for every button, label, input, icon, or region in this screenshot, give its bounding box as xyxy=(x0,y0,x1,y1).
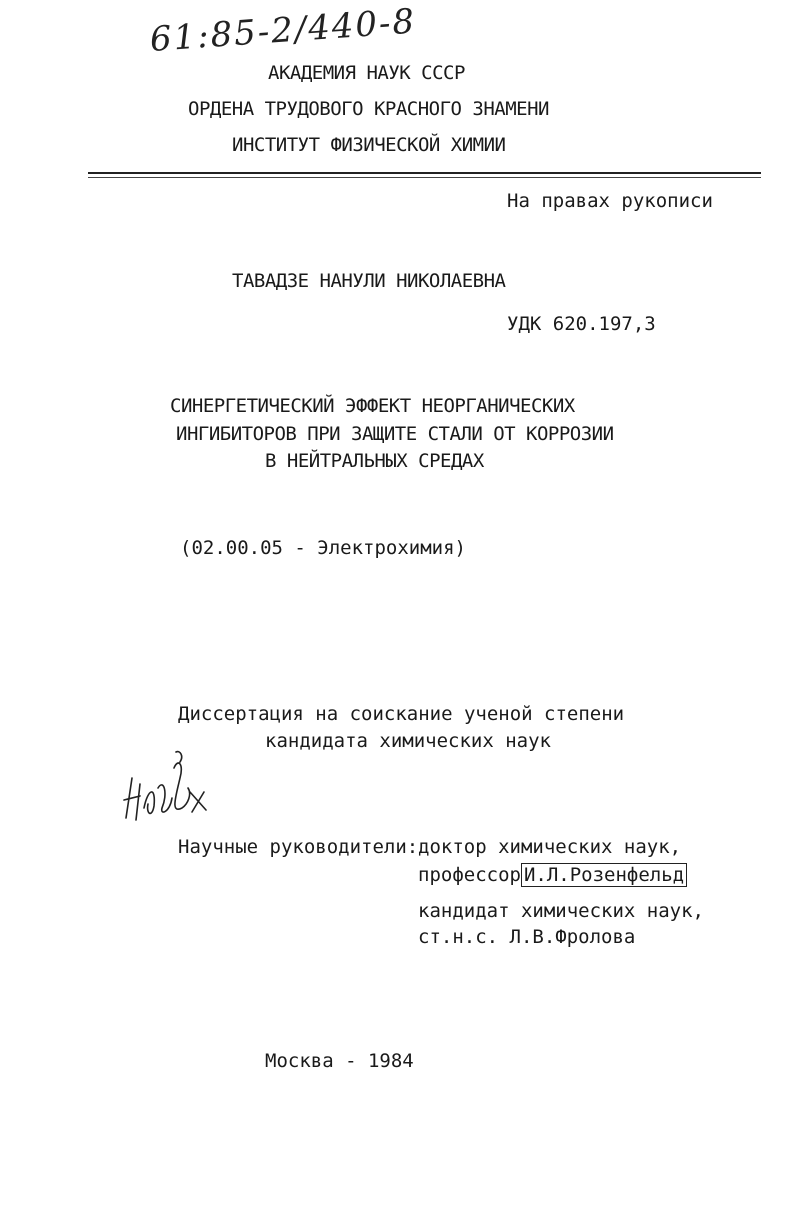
archive-number: 61:85-2/440-8 xyxy=(148,1,418,60)
header-order: ОРДЕНА ТРУДОВОГО КРАСНОГО ЗНАМЕНИ xyxy=(188,98,549,120)
udc-code: УДК 620.197,3 xyxy=(507,313,656,335)
supervisor-2-name: ст.н.с. Л.В.Фролова xyxy=(418,926,636,948)
title-line-2: ИНГИБИТОРОВ ПРИ ЗАЩИТЕ СТАЛИ ОТ КОРРОЗИИ xyxy=(176,423,614,445)
author-name: ТАВАДЗЕ НАНУЛИ НИКОЛАЕВНА xyxy=(232,270,506,292)
supervisor-2-degree: кандидат химических наук, xyxy=(418,900,704,922)
supervisor-1-name-line xyxy=(418,864,687,886)
dissertation-line-2: кандидата химических наук xyxy=(265,730,551,752)
city-year: Москва - 1984 xyxy=(265,1050,414,1072)
title-line-1: СИНЕРГЕТИЧЕСКИЙ ЭФФЕКТ НЕОРГАНИЧЕСКИХ xyxy=(170,395,575,417)
header-institute: ИНСТИТУТ ФИЗИЧЕСКОЙ ХИМИИ xyxy=(232,134,506,156)
supervisor-1-degree: доктор химических наук, xyxy=(418,836,682,858)
supervisors-label: Научные руководители: xyxy=(178,836,419,858)
dissertation-line-1: Диссертация на соискание ученой степени xyxy=(178,703,625,725)
supervisor-1-title: профессор xyxy=(418,864,521,886)
author-signature xyxy=(118,748,218,828)
header-academy: АКАДЕМИЯ НАУК СССР xyxy=(268,62,465,84)
header-rule-bottom xyxy=(88,177,761,178)
supervisor-1-name: И.Л.Розенфельд xyxy=(521,863,687,887)
title-line-3: В НЕЙТРАЛЬНЫХ СРЕДАХ xyxy=(265,450,484,472)
header-rule-top xyxy=(88,172,761,174)
rights-note: На правах рукописи xyxy=(507,190,713,212)
specialty-code: (02.00.05 - Электрохимия) xyxy=(180,537,466,559)
